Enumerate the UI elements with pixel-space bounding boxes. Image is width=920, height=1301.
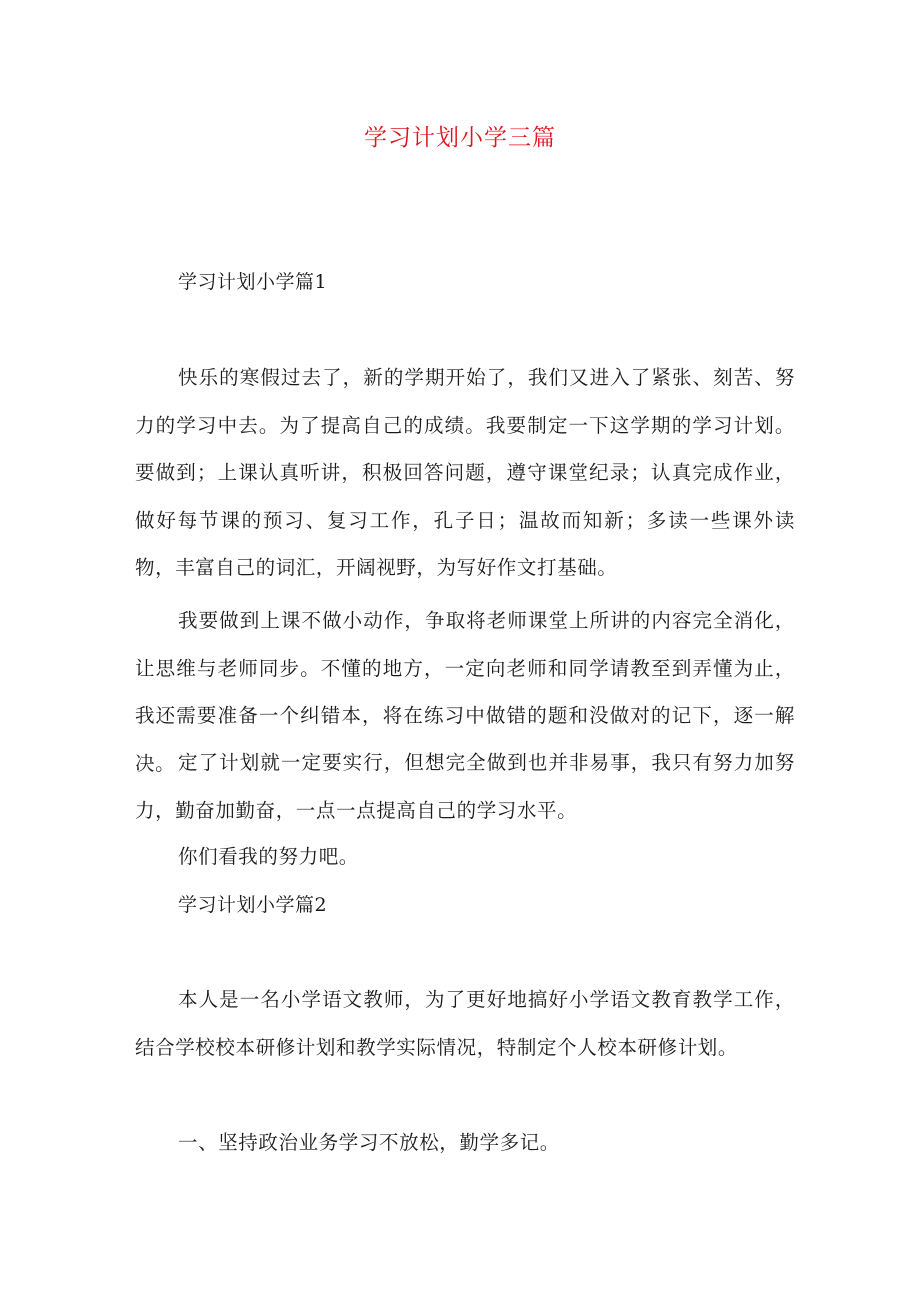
paragraph: 我要做到上课不做小动作，争取将老师课堂上所讲的内容完全消化，让思维与老师同步。不懂的地方，一定向老师和同学请教至到弄懂为止，我还需要准备一个纠错本，将在练习中做错的题和没做对的记下，逐一解决。 [135, 609, 795, 775]
paragraph: 快乐的寒假过去了，新的学期开始了，我们又进入了紧张、刻苦、努力的学习中去。为了提高自己的成绩。我要制定一下这学期的学习计划。要做到；上课认真听讲，积极回答问题，遵守课堂纪录；认真完成作业，做好每节课的预习、复习工作，孔子日；温故而知新；多读一些课外读物，丰富自己的词汇，开阔视野，为写好作文打基础。 [135, 366, 795, 579]
paragraph: 你们看我的努力吧。 [178, 845, 359, 868]
section-heading-1: 学习计划小学篇1 [178, 271, 328, 293]
paragraph: 本人是一名小学语文教师，为了更好地搞好小学语文教育教学工作，结合学校校本研修计划和教学实际情况，特制定个人校本研修计划。 [135, 988, 795, 1059]
paragraph: 一、坚持政治业务学习不放松，勤学多记。 [178, 1131, 560, 1154]
paragraph: 定了计划就一定要实行，但想完全做到也并非易事，我只有努力加努力，勤奋加勤奋，一点一点提高自己的学习水平。 [135, 751, 795, 822]
document-title: 学习计划小学三篇 [364, 125, 556, 151]
section-heading-2: 学习计划小学篇2 [178, 894, 328, 916]
